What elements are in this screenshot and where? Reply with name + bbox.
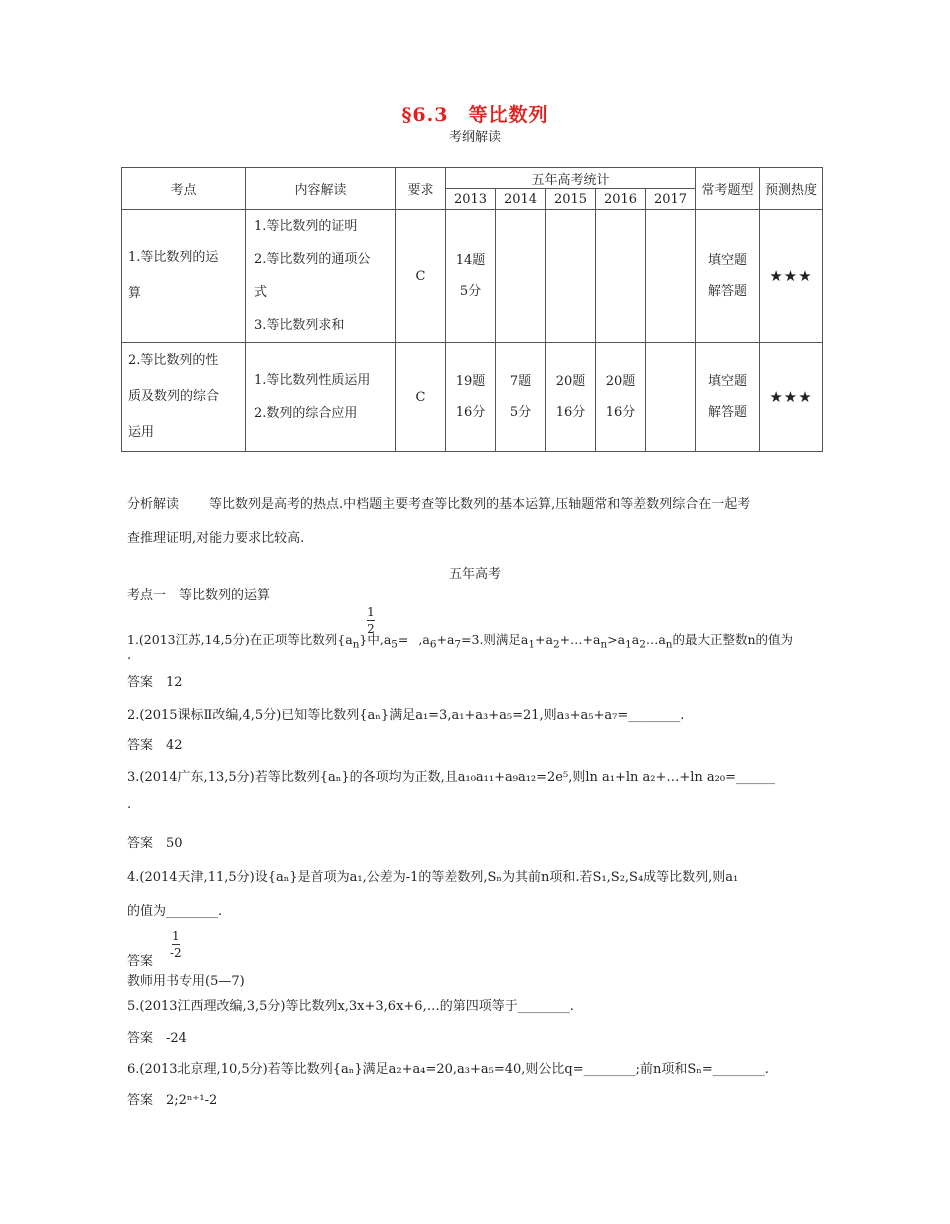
header-content: 内容解读 xyxy=(246,168,396,210)
analysis-tag: 分析解读 xyxy=(127,497,180,512)
question-3: 3.(2014广东,13,5分)若等比数列{aₙ}的各项均为正数,且a₁₀a₁₁+a₉a₁₂=2e⁵,则ln a₁+ln a₂+…+ln a₂₀=______ xyxy=(127,770,775,785)
year-2017: 2017 xyxy=(646,189,696,210)
row1-point: 1.等比数列的运 算 xyxy=(122,210,246,343)
question-1-dot: . xyxy=(127,648,132,663)
header-question-type: 常考题型 xyxy=(696,168,760,210)
row1-requirement: C xyxy=(396,210,446,343)
year-2016: 2016 xyxy=(596,189,646,210)
answer-3: 答案 50 xyxy=(127,836,183,851)
row1-stat-2013: 14题 5分 xyxy=(446,210,496,343)
table-row xyxy=(122,210,823,343)
year-2013: 2013 xyxy=(446,189,496,210)
row1-stat-2017 xyxy=(646,210,696,343)
question-6: 6.(2013北京理,10,5分)若等比数列{aₙ}满足a₂+a₄=20,a₃+a₅=40,则公比q=________;前n项和Sₙ=________. xyxy=(127,1062,769,1077)
row2-point: 2.等比数列的性 质及数列的综合 运用 xyxy=(122,343,246,452)
row2-stat-2013: 19题 16分 xyxy=(446,343,496,452)
row2-heat-stars: ★★★ xyxy=(760,343,823,452)
row2-stat-2015: 20题 16分 xyxy=(546,343,596,452)
question-1: 1.(2013江苏,14,5分)在正项等比数列$\{a_n\}$中$,a_5= ,a_6+a_7=3$.则满足$a_1+a_2+\dots+a_n>a_1a_2\dots a_n$的最大正整数n的值为 xyxy=(127,632,794,651)
syllabus-table xyxy=(121,167,823,452)
table-row xyxy=(122,343,823,452)
teacher-note: 教师用书专用(5—7) xyxy=(127,974,245,989)
row2-types: 填空题 解答题 xyxy=(696,343,760,452)
analysis-line1: 等比数列是高考的热点.中档题主要考查等比数列的基本运算,压轴题常和等差数列综合在一起考 xyxy=(209,497,751,512)
row1-stat-2015 xyxy=(546,210,596,343)
question-5: 5.(2013江西理改编,3,5分)等比数列x,3x+3,6x+6,…的第四项等于________. xyxy=(127,999,574,1014)
answer-2: 答案 42 xyxy=(127,738,183,753)
question-3-dot: . xyxy=(127,797,132,812)
year-2014: 2014 xyxy=(496,189,546,210)
answer-4-fraction: 1 -2 xyxy=(170,929,182,960)
question-2: 2.(2015课标Ⅱ改编,4,5分)已知等比数列{aₙ}满足a₁=3,a₁+a₃+a₅=21,则a₃+a₅+a₇=________. xyxy=(127,708,685,723)
row2-stat-2014: 7题 5分 xyxy=(496,343,546,452)
header-five-year-stats: 五年高考统计 xyxy=(446,168,696,189)
answer-4-label: 答案 xyxy=(127,954,154,969)
page-title: §6.3 等比数列 xyxy=(401,104,549,126)
answer-5: 答案 -24 xyxy=(127,1031,187,1046)
row2-stat-2016: 20题 16分 xyxy=(596,343,646,452)
knowledge-point-1: 考点一 等比数列的运算 xyxy=(127,588,271,603)
row1-content: 1.等比数列的证明 2.等比数列的通项公 式 3.等比数列求和 xyxy=(246,210,396,343)
answer-6: 答案 2;2ⁿ⁺¹-2 xyxy=(127,1093,218,1108)
question-4-line2: 的值为________. xyxy=(127,904,223,919)
row2-content: 1.等比数列性质运用 2.数列的综合应用 xyxy=(246,343,396,452)
question-4-line1: 4.(2014天津,11,5分)设{aₙ}是首项为a₁,公差为-1的等差数列,Sₙ为其前n项和.若S₁,S₂,S₄成等比数列,则a₁ xyxy=(127,870,739,885)
q1-fraction: 1 2 xyxy=(367,605,375,636)
header-point: 考点 xyxy=(122,168,246,210)
analysis-paragraph xyxy=(127,488,827,556)
row1-stat-2014 xyxy=(496,210,546,343)
header-heat: 预测热度 xyxy=(760,168,823,210)
answer-1: 答案 12 xyxy=(127,675,183,690)
row1-heat-stars: ★★★ xyxy=(760,210,823,343)
analysis-line2: 查推理证明,对能力要求比较高. xyxy=(127,531,305,546)
year-2015: 2015 xyxy=(546,189,596,210)
row2-requirement: C xyxy=(396,343,446,452)
row1-types: 填空题 解答题 xyxy=(696,210,760,343)
header-requirement: 要求 xyxy=(396,168,446,210)
page-subtitle: 考纲解读 xyxy=(448,130,501,145)
row2-stat-2017 xyxy=(646,343,696,452)
row1-stat-2016 xyxy=(596,210,646,343)
section-title: 五年高考 xyxy=(448,567,501,582)
